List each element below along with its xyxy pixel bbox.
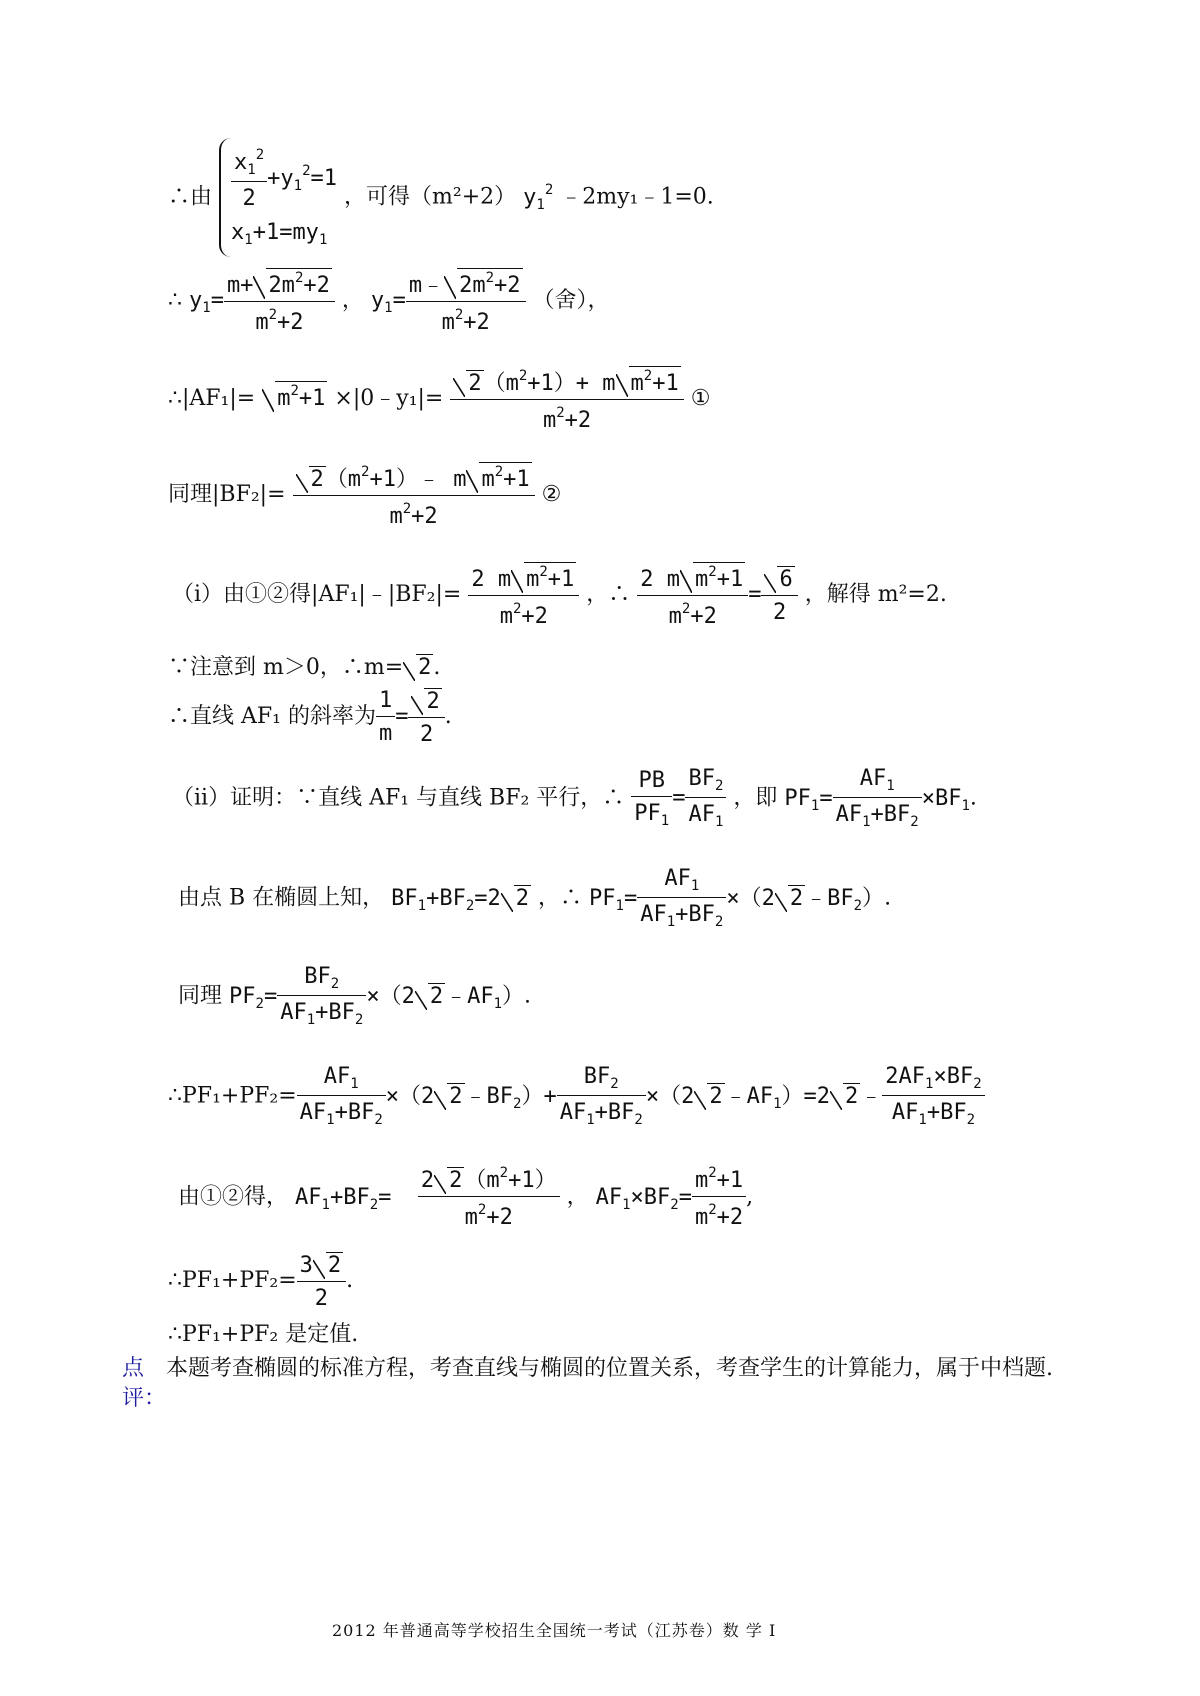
therefore-text: ，∴	[586, 582, 631, 607]
period: .	[884, 885, 892, 911]
bf2-line	[168, 462, 561, 528]
ellipse-point-text: 由点 B 在椭圆上知，	[178, 885, 385, 911]
m-positive-text: ∵注意到 m＞0，∴m=	[168, 655, 404, 680]
pf1-expression: $PF_1=$ $\frac{AF_1}{AF_1+BF_2}$ $\times BF_1$	[784, 766, 970, 830]
pf-sum-label: ∴PF₁+PF₂=	[168, 1083, 297, 1109]
constant-line	[168, 1324, 358, 1346]
af1-fraction: $\frac{2(m^2+1)+ m m^2+1}{m^2+2}$	[450, 366, 683, 432]
pf1-result: $PF_1=$ $\frac{AF_1}{AF_1+BF_2}$ ×（2 $2﹣BF_2$）	[589, 866, 885, 930]
comma: ,	[746, 1184, 754, 1210]
one-over-m: $\frac{1}{m}$	[376, 690, 395, 745]
bf-sum: $BF_1+BF_2=2$ 2	[391, 885, 530, 914]
pf2-result: $PF_2=$ $\frac{BF_2}{AF_1+BF_2}$ ×（2 $2﹣AF_1$）	[229, 964, 525, 1028]
pf-sum-line	[168, 1066, 1200, 1127]
comment-text: 本题考查椭圆的标准方程，考查直线与椭圆的位置关系，考查学生的计算能力，属于中档题.	[166, 1356, 1053, 1381]
ellipse-point-line	[178, 868, 891, 929]
three-sqrt2-over-2: $\frac{3 2}{2}$	[297, 1252, 347, 1310]
eq-system-line	[168, 138, 714, 257]
bf2-label: 同理|BF₂|=	[168, 482, 286, 507]
root-y1: $y_1=$ $\frac{m+ 2m^2+2}{m^2+2}$	[189, 288, 335, 313]
circle-two: ②	[541, 482, 562, 507]
pf-sum-result-line	[168, 1252, 353, 1310]
comment-label-bottom: 评：	[122, 1386, 167, 1411]
af1-label: ∴|AF₁|=	[168, 386, 256, 411]
bf2-over-af1: $\frac{BF_2}{AF_1}$	[685, 768, 726, 829]
period: .	[524, 983, 532, 1009]
sqrt6-over-2: $\frac{6}{2}$	[761, 566, 797, 624]
pf-sum-label: ∴PF₁+PF₂=	[168, 1268, 297, 1293]
therefore-by: ∴由	[168, 184, 213, 210]
equation-system	[219, 138, 337, 257]
diff-fraction: $\frac{2 m m^2+1}{m^2+2}$	[468, 562, 579, 628]
part-ii-intro: （ii）证明：∵直线 AF₁ 与直线 BF₂ 平行，∴	[172, 785, 625, 811]
part-i-line: （i）由①②得|AF₁|﹣|BF₂|= $\frac{2 m m^2+1}{m^2+2}$ ，∴ $\frac{2 m m^2+1}{m^2+2}$ = $\frac{6}{2}$ ，解得 m²=2.	[172, 564, 947, 629]
circle-one: ①	[690, 386, 711, 411]
m-positive-line	[168, 654, 440, 679]
y1-squared: $y_1^2$	[523, 181, 554, 213]
part-ii-line: （ii）证明：∵直线 AF₁ 与直线 BF₂ 平行，∴ $\frac{PB}{PF_1}$ = $\frac{BF_2}{AF_1}$ ，即 $PF_1=$ $\frac{AF_1}{AF_1+BF_2}$ $\times BF_1$.	[172, 766, 977, 830]
period: .	[346, 1268, 354, 1293]
system-eq-1: $\frac{x_1^2}{2}$ $+y_1^2=1$	[231, 142, 337, 216]
times-text: ×|0﹣y₁|=	[334, 386, 444, 411]
equation-rest: ﹣2my₁﹣1=0.	[560, 184, 714, 210]
sqrt-m2-plus-1: $m^2+1$	[262, 381, 327, 410]
root-y1-rejected: $y_1=$ $\frac{m﹣ 2m^2+2}{m^2+2}$	[371, 288, 526, 313]
pf-sum-expression: $\frac{AF_1}{AF_1+BF_2}$ ×（2 $2﹣BF_2)+$ $\frac{BF_2}{AF_1+BF_2}$ ×（2 $2﹣AF_1)=2$ 2﹣ $\frac{2AF_1\times BF_2}{AF_1+BF_2}$	[297, 1084, 985, 1109]
therefore-text: ，∴	[538, 885, 583, 911]
period: .	[433, 655, 441, 680]
yields-text: ，可得（m²+2）	[344, 184, 517, 210]
sqrt2-over-2: $\frac{2}{2}$	[408, 688, 444, 746]
system-eq-2: $x_1+1=my_1$	[231, 220, 328, 248]
bf2-fraction: $\frac{2(m^2+1)﹣ m m^2+1}{m^2+2}$	[293, 462, 535, 528]
page-footer: 2012 年普通高等学校招生全国统一考试（江苏卷）数 学 Ⅰ	[332, 1621, 777, 1640]
comma: ，	[341, 288, 364, 313]
pb-over-pf1: $\frac{PB}{PF_1}$	[631, 770, 672, 828]
roots-line	[168, 268, 610, 334]
period: .	[444, 704, 452, 729]
pf2-line	[178, 966, 531, 1027]
that-is: ，即	[733, 785, 778, 811]
solve-m2: ，解得 m²=2.	[804, 582, 947, 607]
similarly-text: 同理	[178, 983, 223, 1009]
af1-times-bf2: $AF_1\times BF_2=$ $\frac{m^2+1}{m^2+2}$	[596, 1185, 747, 1210]
slope-text: ∴直线 AF₁ 的斜率为	[168, 704, 376, 729]
af1-plus-bf2: $AF_1+BF_2=$ $\frac{2 2(m^2+1)}{m^2+2}$	[295, 1185, 560, 1210]
slope-line: ∴直线 AF₁ 的斜率为 $\frac{1}{m}$ = $\frac{2}{2}$ .	[168, 687, 452, 747]
constant-text: ∴PF₁+PF₂ 是定值.	[168, 1322, 359, 1347]
period: .	[969, 785, 977, 811]
therefore-symbol: ∴	[168, 288, 182, 313]
sqrt2: 2	[403, 654, 433, 679]
from-12-text: 由①②得，	[178, 1184, 289, 1210]
rejected-note: （舍），	[532, 288, 610, 313]
diff-fraction-2: $\frac{2 m m^2+1}{m^2+2}$	[637, 562, 748, 628]
part-i-intro: （i）由①②得|AF₁|﹣|BF₂|=	[172, 582, 462, 607]
af1-line	[168, 366, 710, 432]
comma: ，	[566, 1184, 589, 1210]
comment-label-top: 点	[122, 1356, 145, 1381]
from-12-line	[178, 1166, 753, 1229]
